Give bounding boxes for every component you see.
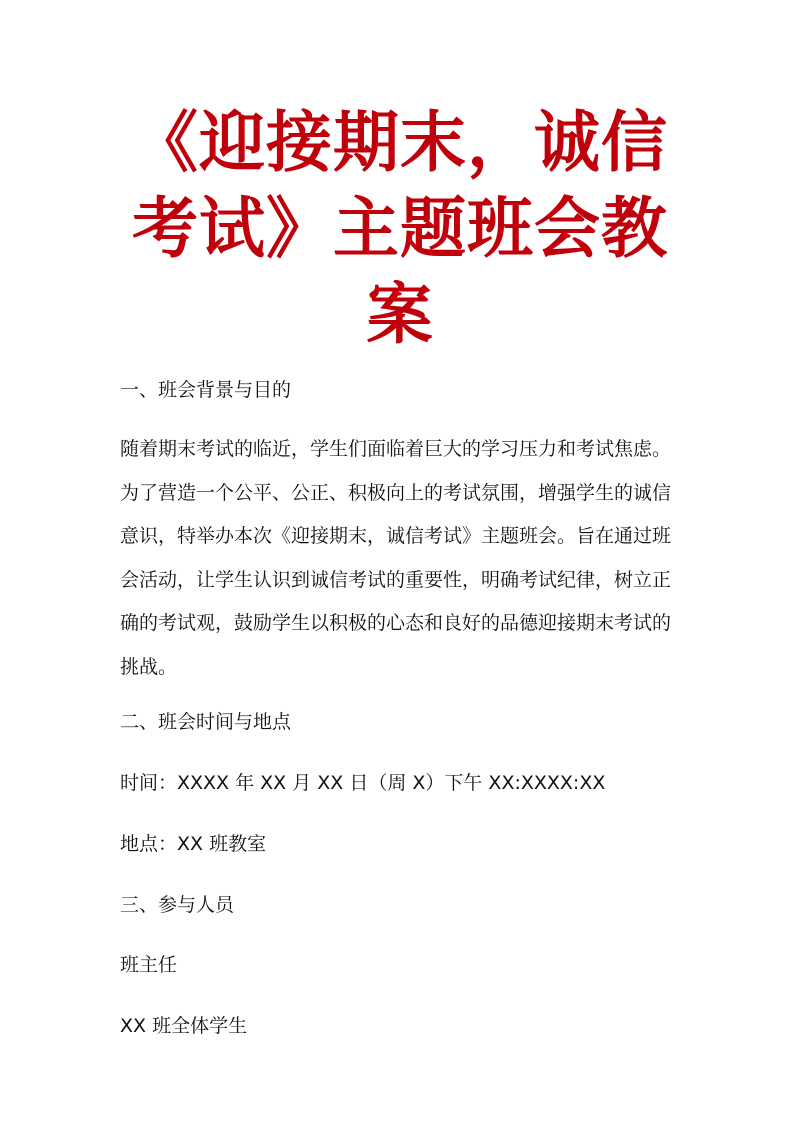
- document-title: [100, 100, 700, 358]
- body-line: 挑战。: [120, 655, 178, 678]
- body-line: 确的考试观，鼓励学生以积极的心态和良好的品德迎接期末考试的: [120, 612, 672, 634]
- section-heading-background: 一、班会背景与目的: [120, 379, 292, 401]
- title-line-3: 案: [366, 276, 434, 353]
- section-heading-participants: 三、参与人员: [120, 894, 235, 916]
- place-line: 地点：XX 班教室: [120, 833, 267, 855]
- section-heading-time-place: 二、班会时间与地点: [120, 711, 292, 733]
- body-line: 会活动，让学生认识到诚信考试的重要性，明确考试纪律，树立正: [120, 568, 672, 591]
- participant-item: 班主任: [120, 954, 178, 976]
- title-line-2: 考试》主题班会教: [132, 190, 668, 267]
- body-line: 意识，特举办本次《迎接期末，诚信考试》主题班会。旨在通过班: [120, 525, 672, 547]
- body-line: 随着期末考试的临近，学生们面临着巨大的学习压力和考试焦虑。: [120, 438, 672, 460]
- title-line-1: 《迎接期末，诚信: [132, 104, 668, 181]
- section-body-background: [120, 428, 680, 689]
- body-line: 为了营造一个公平、公正、积极向上的考试氛围，增强学生的诚信: [120, 481, 672, 504]
- participant-item: XX 班全体学生: [120, 1015, 248, 1037]
- time-line: 时间：XXXX 年 XX 月 XX 日（周 X）下午 XX:XXXX:XX: [120, 772, 606, 794]
